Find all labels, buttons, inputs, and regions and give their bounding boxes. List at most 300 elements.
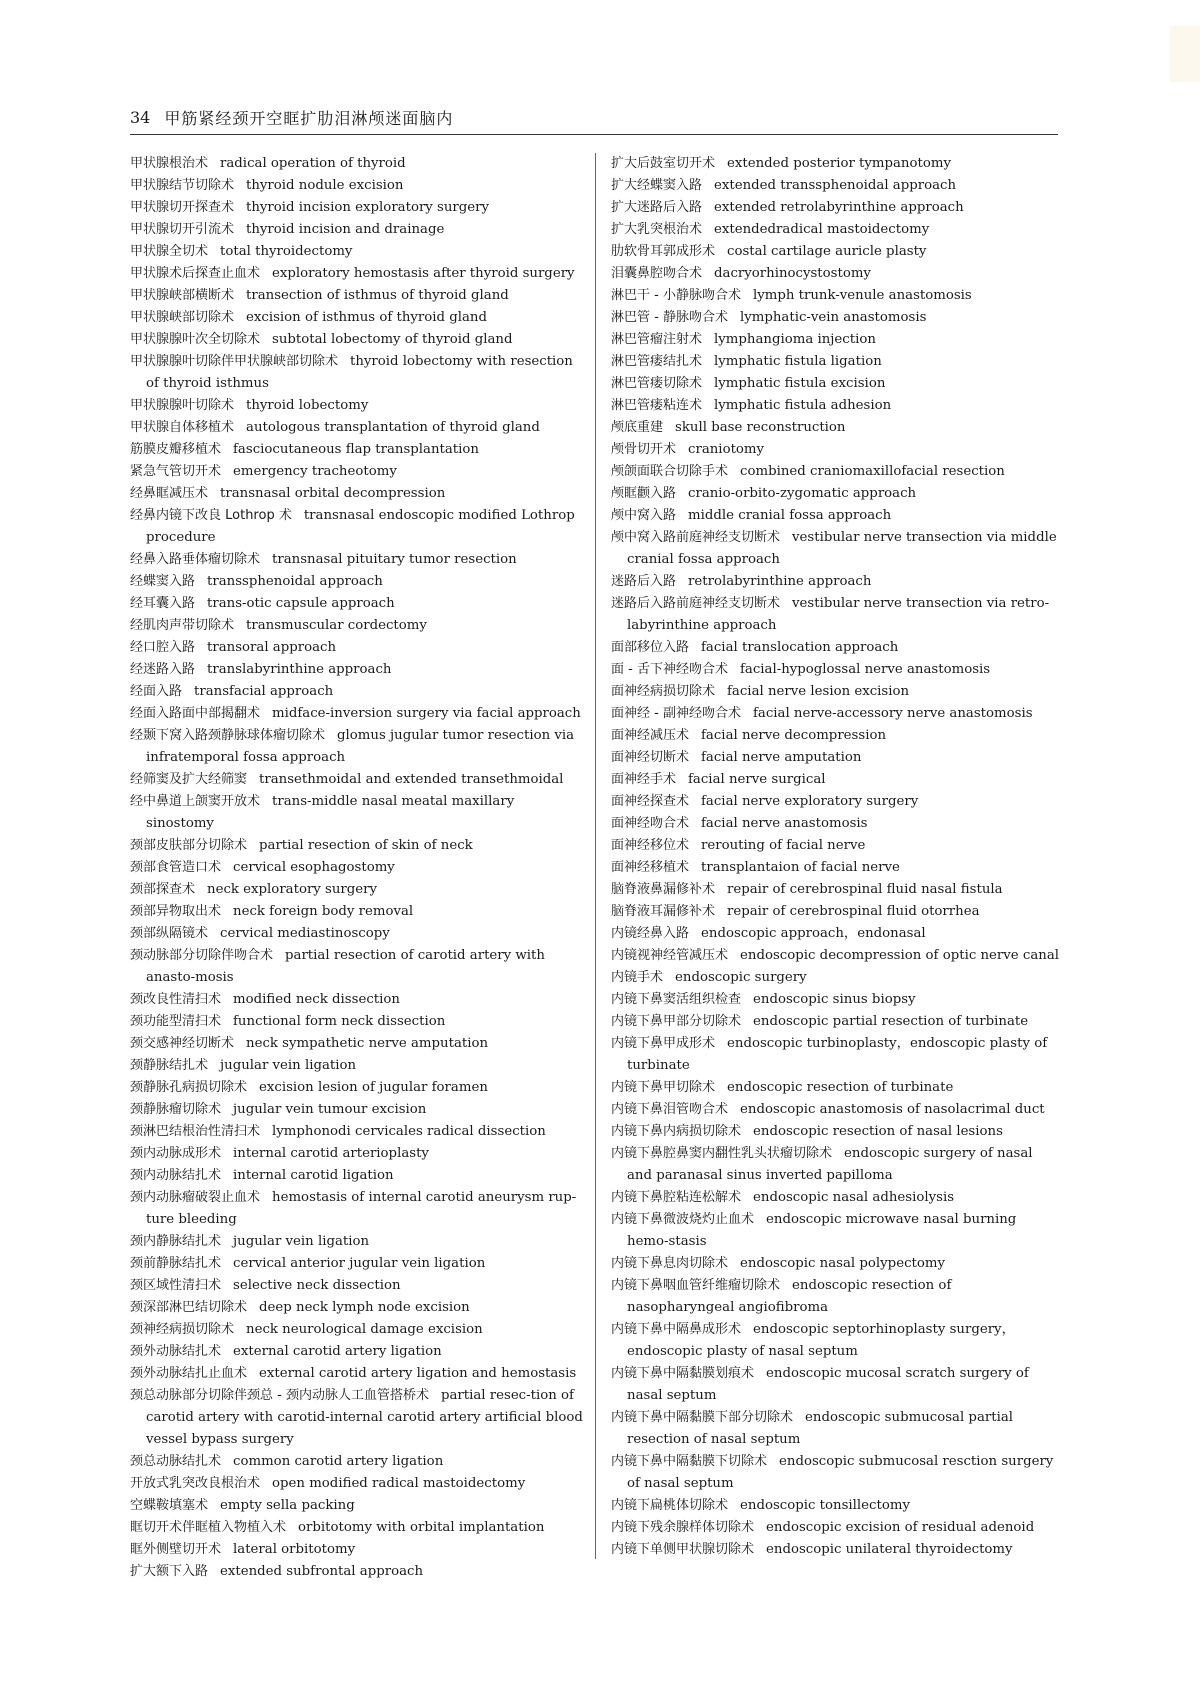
term-english: endoscopic nasal adhesiolysis xyxy=(753,1190,955,1205)
term-chinese: 脑脊液鼻漏修补术 xyxy=(611,882,716,897)
term-chinese: 颈深部淋巴结切除术 xyxy=(130,1300,248,1315)
term-chinese: 经筛窦及扩大经筛窦 xyxy=(130,772,248,787)
glossary-entry xyxy=(611,571,1061,593)
term-chinese: 颅骨切开术 xyxy=(611,442,677,457)
term-chinese: 甲状腺腺叶切除术 xyxy=(130,398,235,413)
glossary-entry xyxy=(130,1055,585,1077)
glossary-entry xyxy=(130,1495,585,1517)
term-chinese: 颈淋巴结根治性清扫术 xyxy=(130,1124,261,1139)
term-chinese: 内镜下鼻泪管吻合术 xyxy=(611,1102,729,1117)
term-chinese: 内镜下单侧甲状腺切除术 xyxy=(611,1542,755,1557)
term-chinese: 经鼻眶减压术 xyxy=(130,486,209,501)
term-chinese: 经鼻内镜下改良 Lothrop 术 xyxy=(130,508,292,523)
term-chinese: 淋巴管 - 静脉吻合术 xyxy=(611,310,728,325)
glossary-entry xyxy=(611,945,1061,967)
term-chinese: 经鼻入路垂体瘤切除术 xyxy=(130,552,261,567)
glossary-entry xyxy=(611,1539,1061,1561)
term-chinese: 面神经病损切除术 xyxy=(611,684,716,699)
glossary-entry xyxy=(611,241,1061,263)
glossary-entry xyxy=(130,505,585,549)
glossary-entry xyxy=(130,1451,585,1473)
left-column xyxy=(130,153,585,1583)
glossary-entry xyxy=(611,461,1061,483)
term-chinese: 扩大迷路后入路 xyxy=(611,200,703,215)
term-english: lymph trunk-venule anastomosis xyxy=(752,288,972,303)
glossary-entry xyxy=(130,483,585,505)
glossary-entry xyxy=(611,593,1061,637)
term-chinese: 内镜手术 xyxy=(611,970,664,985)
glossary-entry xyxy=(130,1121,585,1143)
glossary-entry xyxy=(130,1297,585,1319)
term-english: subtotal lobectomy of thyroid gland xyxy=(272,332,513,347)
term-chinese: 面神经移植术 xyxy=(611,860,690,875)
term-english: lymphonodi cervicales radical dissection xyxy=(272,1124,546,1139)
term-english: endoscopic tonsillectomy xyxy=(740,1498,910,1513)
glossary-entry xyxy=(611,901,1061,923)
term-english: autologous transplantation of thyroid gland xyxy=(246,420,540,435)
term-english: endoscopic microwave nasal burning hemo-stasis xyxy=(627,1212,1017,1249)
term-chinese: 颈外动脉结扎止血术 xyxy=(130,1366,248,1381)
glossary-entry xyxy=(130,219,585,241)
term-chinese: 甲状腺根治术 xyxy=(130,156,209,171)
term-chinese: 眶切开术伴眶植入物植入术 xyxy=(130,1520,287,1535)
term-chinese: 面神经切断术 xyxy=(611,750,690,765)
term-chinese: 内镜下鼻中隔黏膜下部分切除术 xyxy=(611,1410,794,1425)
glossary-entry xyxy=(130,1099,585,1121)
term-english: midface-inversion surgery via facial approach xyxy=(272,706,581,721)
term-english: transection of isthmus of thyroid gland xyxy=(246,288,509,303)
term-english: glomus jugular tumor resection via infratemporal fossa approach xyxy=(146,728,575,765)
term-english: orbitotomy with orbital implantation xyxy=(298,1520,545,1535)
glossary-entry xyxy=(130,1473,585,1495)
term-english: modified neck dissection xyxy=(233,992,400,1007)
term-english: vestibular nerve transection via retro-labyrinthine approach xyxy=(627,596,1050,633)
glossary-entry xyxy=(611,637,1061,659)
term-english: excision of isthmus of thyroid gland xyxy=(246,310,488,325)
term-english: fasciocutaneous flap transplantation xyxy=(233,442,479,457)
glossary-entry xyxy=(130,659,585,681)
term-english: transnasal orbital decompression xyxy=(220,486,446,501)
term-chinese: 颈部纵隔镜术 xyxy=(130,926,209,941)
glossary-entry xyxy=(130,329,585,351)
term-english: jugular vein tumour excision xyxy=(233,1102,427,1117)
glossary-entry xyxy=(130,1363,585,1385)
glossary-entry xyxy=(611,175,1061,197)
glossary-entry xyxy=(611,197,1061,219)
term-chinese: 颈部皮肤部分切除术 xyxy=(130,838,248,853)
term-chinese: 内镜下鼻息肉切除术 xyxy=(611,1256,729,1271)
glossary-entry xyxy=(130,285,585,307)
glossary-entry xyxy=(611,879,1061,901)
term-chinese: 甲状腺切开探查术 xyxy=(130,200,235,215)
term-chinese: 扩大乳突根治术 xyxy=(611,222,703,237)
term-english: facial nerve anastomosis xyxy=(701,816,868,831)
term-chinese: 面部移位入路 xyxy=(611,640,690,655)
term-english: endoscopic mucosal scratch surgery of nasal septum xyxy=(627,1366,1029,1403)
glossary-entry xyxy=(130,1033,585,1055)
term-chinese: 颈内动脉成形术 xyxy=(130,1146,222,1161)
glossary-entry xyxy=(611,1099,1061,1121)
term-english: rerouting of facial nerve xyxy=(701,838,866,853)
term-english: partial resec-tion of carotid artery with carotid-internal carotid artery artificial blood vessel bypass surgery xyxy=(146,1388,583,1447)
glossary-entry xyxy=(611,1253,1061,1275)
glossary-entry xyxy=(130,571,585,593)
glossary-entry xyxy=(611,835,1061,857)
term-english: endoscopic resection of nasopharyngeal angiofibroma xyxy=(627,1278,952,1315)
term-english: internal carotid ligation xyxy=(233,1168,394,1183)
term-chinese: 颈内动脉瘤破裂止血术 xyxy=(130,1190,261,1205)
glossary-entry xyxy=(611,1143,1061,1187)
glossary-entry xyxy=(611,307,1061,329)
term-chinese: 颅颌面联合切除手术 xyxy=(611,464,729,479)
term-chinese: 颅中窝入路 xyxy=(611,508,677,523)
glossary-entry xyxy=(611,1209,1061,1253)
term-english: thyroid incision and drainage xyxy=(246,222,445,237)
term-english: external carotid artery ligation xyxy=(233,1344,442,1359)
term-english: common carotid artery ligation xyxy=(233,1454,444,1469)
page-number: 34 xyxy=(130,107,151,127)
glossary-entry xyxy=(611,989,1061,1011)
term-chinese: 甲状腺结节切除术 xyxy=(130,178,235,193)
glossary-entry xyxy=(611,263,1061,285)
term-english: extendedradical mastoidectomy xyxy=(714,222,930,237)
term-english: endoscopic unilateral thyroidectomy xyxy=(766,1542,1013,1557)
term-english: jugular vein ligation xyxy=(233,1234,370,1249)
term-english: cervical esophagostomy xyxy=(233,860,395,875)
term-chinese: 迷路后入路 xyxy=(611,574,677,589)
term-english: neck sympathetic nerve amputation xyxy=(246,1036,489,1051)
term-chinese: 经面入路面中部揭翻术 xyxy=(130,706,261,721)
term-chinese: 内镜下残余腺样体切除术 xyxy=(611,1520,755,1535)
term-english: external carotid artery ligation and hemostasis xyxy=(259,1366,577,1381)
glossary-entry xyxy=(130,1341,585,1363)
term-chinese: 面神经移位术 xyxy=(611,838,690,853)
term-chinese: 淋巴管瘘粘连术 xyxy=(611,398,703,413)
term-chinese: 淋巴管瘘切除术 xyxy=(611,376,703,391)
glossary-entry xyxy=(611,351,1061,373)
term-english: endoscopic decompression of optic nerve canal xyxy=(740,948,1060,963)
term-english: transsphenoidal approach xyxy=(207,574,383,589)
term-english: neck foreign body removal xyxy=(233,904,414,919)
term-english: jugular vein ligation xyxy=(220,1058,357,1073)
glossary-entry xyxy=(611,857,1061,879)
term-chinese: 紧急气管切开术 xyxy=(130,464,222,479)
term-english: thyroid nodule excision xyxy=(246,178,404,193)
term-english: endoscopic approach，endonasal xyxy=(701,926,926,941)
term-english: endoscopic resection of turbinate xyxy=(727,1080,954,1095)
term-english: extended transsphenoidal approach xyxy=(714,178,957,193)
glossary-entry xyxy=(130,681,585,703)
glossary-entry xyxy=(611,285,1061,307)
glossary-entry xyxy=(611,1275,1061,1319)
glossary-entry xyxy=(611,1187,1061,1209)
term-english: selective neck dissection xyxy=(233,1278,401,1293)
running-title: 甲筋紧经颈开空眶扩肋泪淋颅迷面脑内 xyxy=(164,108,454,128)
glossary-entry xyxy=(130,989,585,1011)
term-chinese: 颈区域性清扫术 xyxy=(130,1278,222,1293)
term-chinese: 内镜下鼻中隔黏膜划痕术 xyxy=(611,1366,755,1381)
glossary-entry xyxy=(130,1319,585,1341)
term-chinese: 经耳囊入路 xyxy=(130,596,196,611)
term-chinese: 内镜下鼻咽血管纤维瘤切除术 xyxy=(611,1278,781,1293)
term-english: endoscopic surgery of nasal and paranasal sinus inverted papilloma xyxy=(627,1146,1033,1183)
glossary-entry xyxy=(130,153,585,175)
glossary-entry xyxy=(611,1319,1061,1363)
glossary-entry xyxy=(130,197,585,219)
term-chinese: 面 - 舌下神经吻合术 xyxy=(611,662,728,677)
term-english: lymphatic fistula excision xyxy=(714,376,886,391)
glossary-entry xyxy=(130,439,585,461)
term-english: lymphatic fistula adhesion xyxy=(714,398,892,413)
term-chinese: 面神经手术 xyxy=(611,772,677,787)
glossary-entry xyxy=(611,439,1061,461)
glossary-entry xyxy=(130,1275,585,1297)
term-chinese: 颅眶颧入路 xyxy=(611,486,677,501)
term-english: empty sella packing xyxy=(220,1498,355,1513)
term-english: thyroid incision exploratory surgery xyxy=(246,200,490,215)
term-chinese: 脑脊液耳漏修补术 xyxy=(611,904,716,919)
term-chinese: 颈交感神经切断术 xyxy=(130,1036,235,1051)
term-chinese: 经迷路入路 xyxy=(130,662,196,677)
glossary-entry xyxy=(130,615,585,637)
term-english: transoral approach xyxy=(207,640,337,655)
term-english: transplantaion of facial nerve xyxy=(701,860,900,875)
term-english: endoscopic septorhinoplasty surgery，endoscopic plasty of nasal septum xyxy=(627,1322,1015,1359)
glossary-entry xyxy=(130,1539,585,1561)
glossary-entry xyxy=(611,373,1061,395)
glossary-entry xyxy=(130,1517,585,1539)
glossary-entry xyxy=(130,1165,585,1187)
term-chinese: 内镜下鼻内病损切除术 xyxy=(611,1124,742,1139)
glossary-entry xyxy=(130,417,585,439)
glossary-entry xyxy=(611,1495,1061,1517)
glossary-entry xyxy=(130,769,585,791)
term-chinese: 甲状腺腺叶次全切除术 xyxy=(130,332,261,347)
glossary-entry xyxy=(611,395,1061,417)
term-english: endoscopic anastomosis of nasolacrimal duct xyxy=(740,1102,1045,1117)
term-english: endoscopic nasal polypectomy xyxy=(740,1256,945,1271)
term-chinese: 扩大额下入路 xyxy=(130,1564,209,1579)
term-chinese: 颅中窝入路前庭神经支切断术 xyxy=(611,530,781,545)
term-chinese: 甲状腺峡部切除术 xyxy=(130,310,235,325)
term-english: partial resection of carotid artery with anasto-mosis xyxy=(146,948,545,985)
term-chinese: 甲状腺全切术 xyxy=(130,244,209,259)
term-chinese: 颈静脉结扎术 xyxy=(130,1058,209,1073)
term-english: lymphangioma injection xyxy=(714,332,876,347)
term-english: radical operation of thyroid xyxy=(220,156,406,171)
term-english: partial resection of skin of neck xyxy=(259,838,473,853)
term-english: facial nerve-accessory nerve anastomosis xyxy=(752,706,1033,721)
term-chinese: 颈总动脉结扎术 xyxy=(130,1454,222,1469)
term-english: facial nerve amputation xyxy=(701,750,862,765)
term-chinese: 经蝶窦入路 xyxy=(130,574,196,589)
glossary-entry xyxy=(130,1187,585,1231)
term-english: endoscopic submucosal resction surgery of nasal septum xyxy=(627,1454,1054,1491)
term-english: repair of cerebrospinal fluid otorrhea xyxy=(727,904,980,919)
glossary-entry xyxy=(611,1451,1061,1495)
glossary-entry xyxy=(130,461,585,483)
term-chinese: 颈总动脉部分切除伴颈总 - 颈内动脉人工血管搭桥术 xyxy=(130,1388,429,1403)
glossary-entry xyxy=(611,967,1061,989)
term-english: craniotomy xyxy=(688,442,765,457)
term-english: exploratory hemostasis after thyroid surgery xyxy=(272,266,575,281)
glossary-entry xyxy=(130,549,585,571)
term-english: facial translocation approach xyxy=(701,640,899,655)
term-chinese: 内镜下鼻甲部分切除术 xyxy=(611,1014,742,1029)
term-english: facial nerve lesion excision xyxy=(727,684,910,699)
term-chinese: 颈静脉瘤切除术 xyxy=(130,1102,222,1117)
term-chinese: 面神经吻合术 xyxy=(611,816,690,831)
glossary-entry xyxy=(130,395,585,417)
term-english: neck exploratory surgery xyxy=(207,882,378,897)
glossary-entry xyxy=(611,1407,1061,1451)
term-english: endoscopic resection of nasal lesions xyxy=(753,1124,1003,1139)
glossary-entry xyxy=(130,593,585,615)
term-english: costal cartilage auricle plasty xyxy=(727,244,927,259)
term-english: lymphatic-vein anastomosis xyxy=(739,310,927,325)
term-chinese: 眶外侧壁切开术 xyxy=(130,1542,222,1557)
glossary-entry xyxy=(611,527,1061,571)
term-english: facial-hypoglossal nerve anastomosis xyxy=(739,662,991,677)
term-chinese: 内镜下鼻窦活组织检查 xyxy=(611,992,742,1007)
term-chinese: 颈静脉孔病损切除术 xyxy=(130,1080,248,1095)
glossary-entry xyxy=(611,153,1061,175)
term-chinese: 内镜下鼻甲成形术 xyxy=(611,1036,716,1051)
glossary-entry xyxy=(130,857,585,879)
term-english: endoscopic partial resection of turbinate xyxy=(753,1014,1029,1029)
term-english: transnasal endoscopic modified Lothrop procedure xyxy=(146,508,575,545)
term-chinese: 甲状腺切开引流术 xyxy=(130,222,235,237)
term-chinese: 甲状腺峡部横断术 xyxy=(130,288,235,303)
term-english: lymphatic fistula ligation xyxy=(714,354,882,369)
glossary-entry xyxy=(611,1363,1061,1407)
glossary-entry xyxy=(611,681,1061,703)
term-english: facial nerve decompression xyxy=(701,728,887,743)
term-chinese: 泪囊鼻腔吻合术 xyxy=(611,266,703,281)
term-english: skull base reconstruction xyxy=(675,420,846,435)
glossary-entry xyxy=(611,923,1061,945)
glossary-entry xyxy=(611,747,1061,769)
term-chinese: 颈部食管造口术 xyxy=(130,860,222,875)
term-english: cranio-orbito-zygomatic approach xyxy=(688,486,917,501)
glossary-entry xyxy=(130,945,585,989)
term-chinese: 颈功能型清扫术 xyxy=(130,1014,222,1029)
term-chinese: 甲状腺术后探查止血术 xyxy=(130,266,261,281)
glossary-entry xyxy=(130,879,585,901)
term-chinese: 内镜下扁桃体切除术 xyxy=(611,1498,729,1513)
glossary-entry xyxy=(130,307,585,329)
glossary-entry xyxy=(130,901,585,923)
term-chinese: 空蝶鞍填塞术 xyxy=(130,1498,209,1513)
term-chinese: 内镜下鼻甲切除术 xyxy=(611,1080,716,1095)
glossary-entry xyxy=(611,725,1061,747)
glossary-entry xyxy=(611,329,1061,351)
glossary-entry xyxy=(130,637,585,659)
glossary-entry xyxy=(130,835,585,857)
term-chinese: 内镜下鼻腔粘连松解术 xyxy=(611,1190,742,1205)
glossary-entry xyxy=(130,1561,585,1583)
glossary-entry xyxy=(611,483,1061,505)
term-english: transnasal pituitary tumor resection xyxy=(272,552,517,567)
glossary-entry xyxy=(611,791,1061,813)
term-english: vestibular nerve transection via middle cranial fossa approach xyxy=(627,530,1057,567)
term-chinese: 经面入路 xyxy=(130,684,183,699)
glossary-entry xyxy=(611,703,1061,725)
glossary-entry xyxy=(611,1033,1061,1077)
term-chinese: 颈动脉部分切除伴吻合术 xyxy=(130,948,274,963)
term-chinese: 颈内动脉结扎术 xyxy=(130,1168,222,1183)
page-header xyxy=(130,100,1058,135)
term-english: transethmoidal and extended transethmoidal xyxy=(259,772,564,787)
term-english: lateral orbitotomy xyxy=(233,1542,356,1557)
glossary-entry xyxy=(130,351,585,395)
term-english: facial nerve surgical xyxy=(688,772,826,787)
term-chinese: 内镜下鼻中隔鼻成形术 xyxy=(611,1322,742,1337)
glossary-entry xyxy=(130,791,585,835)
term-english: combined craniomaxillofacial resection xyxy=(740,464,1005,479)
term-english: endoscopic sinus biopsy xyxy=(753,992,916,1007)
term-english: repair of cerebrospinal fluid nasal fistula xyxy=(727,882,1003,897)
glossary-entry xyxy=(130,175,585,197)
glossary-entry xyxy=(611,219,1061,241)
glossary-entry xyxy=(611,769,1061,791)
term-english: retrolabyrinthine approach xyxy=(688,574,872,589)
glossary-entry xyxy=(611,1121,1061,1143)
term-english: total thyroidectomy xyxy=(220,244,353,259)
term-chinese: 颈部异物取出术 xyxy=(130,904,222,919)
term-chinese: 面神经探查术 xyxy=(611,794,690,809)
term-chinese: 颈外动脉结扎术 xyxy=(130,1344,222,1359)
glossary-entry xyxy=(130,923,585,945)
term-english: cervical mediastinoscopy xyxy=(220,926,390,941)
term-english: facial nerve exploratory surgery xyxy=(701,794,919,809)
term-english: thyroid lobectomy xyxy=(246,398,369,413)
glossary-entry xyxy=(130,263,585,285)
term-english: middle cranial fossa approach xyxy=(688,508,892,523)
term-chinese: 内镜下鼻微波烧灼止血术 xyxy=(611,1212,755,1227)
term-english: endoscopic excision of residual adenoid xyxy=(766,1520,1035,1535)
column-divider xyxy=(595,153,596,1559)
term-chinese: 颈部探查术 xyxy=(130,882,196,897)
term-chinese: 内镜下鼻中隔黏膜下切除术 xyxy=(611,1454,768,1469)
term-chinese: 内镜视神经管减压术 xyxy=(611,948,729,963)
term-chinese: 淋巴干 - 小静脉吻合术 xyxy=(611,288,741,303)
term-english: neck neurological damage excision xyxy=(246,1322,483,1337)
term-chinese: 扩大后鼓室切开术 xyxy=(611,156,716,171)
glossary-entry xyxy=(130,703,585,725)
term-chinese: 甲状腺自体移植术 xyxy=(130,420,235,435)
term-chinese: 甲状腺腺叶切除伴甲状腺峡部切除术 xyxy=(130,354,339,369)
term-english: transmuscular cordectomy xyxy=(246,618,427,633)
term-chinese: 面神经减压术 xyxy=(611,728,690,743)
term-english: extended retrolabyrinthine approach xyxy=(714,200,964,215)
term-chinese: 颈前静脉结扎术 xyxy=(130,1256,222,1271)
page-corner-tab xyxy=(1170,26,1200,82)
glossary-entry xyxy=(130,1011,585,1033)
glossary-entry xyxy=(130,1143,585,1165)
term-chinese: 淋巴管瘤注射术 xyxy=(611,332,703,347)
glossary-entry xyxy=(130,1385,585,1451)
term-english: internal carotid arterioplasty xyxy=(233,1146,429,1161)
term-english: extended subfrontal approach xyxy=(220,1564,424,1579)
term-chinese: 经颞下窝入路颈静脉球体瘤切除术 xyxy=(130,728,326,743)
term-english: endoscopic turbinoplasty，endoscopic plasty of turbinate xyxy=(627,1036,1048,1073)
term-english: endoscopic submucosal partial resection of nasal septum xyxy=(627,1410,1014,1447)
term-chinese: 开放式乳突改良根治术 xyxy=(130,1476,261,1491)
term-english: hemostasis of internal carotid aneurysm rup-ture bleeding xyxy=(146,1190,577,1227)
glossary-entry xyxy=(130,1253,585,1275)
term-chinese: 淋巴管瘘结扎术 xyxy=(611,354,703,369)
